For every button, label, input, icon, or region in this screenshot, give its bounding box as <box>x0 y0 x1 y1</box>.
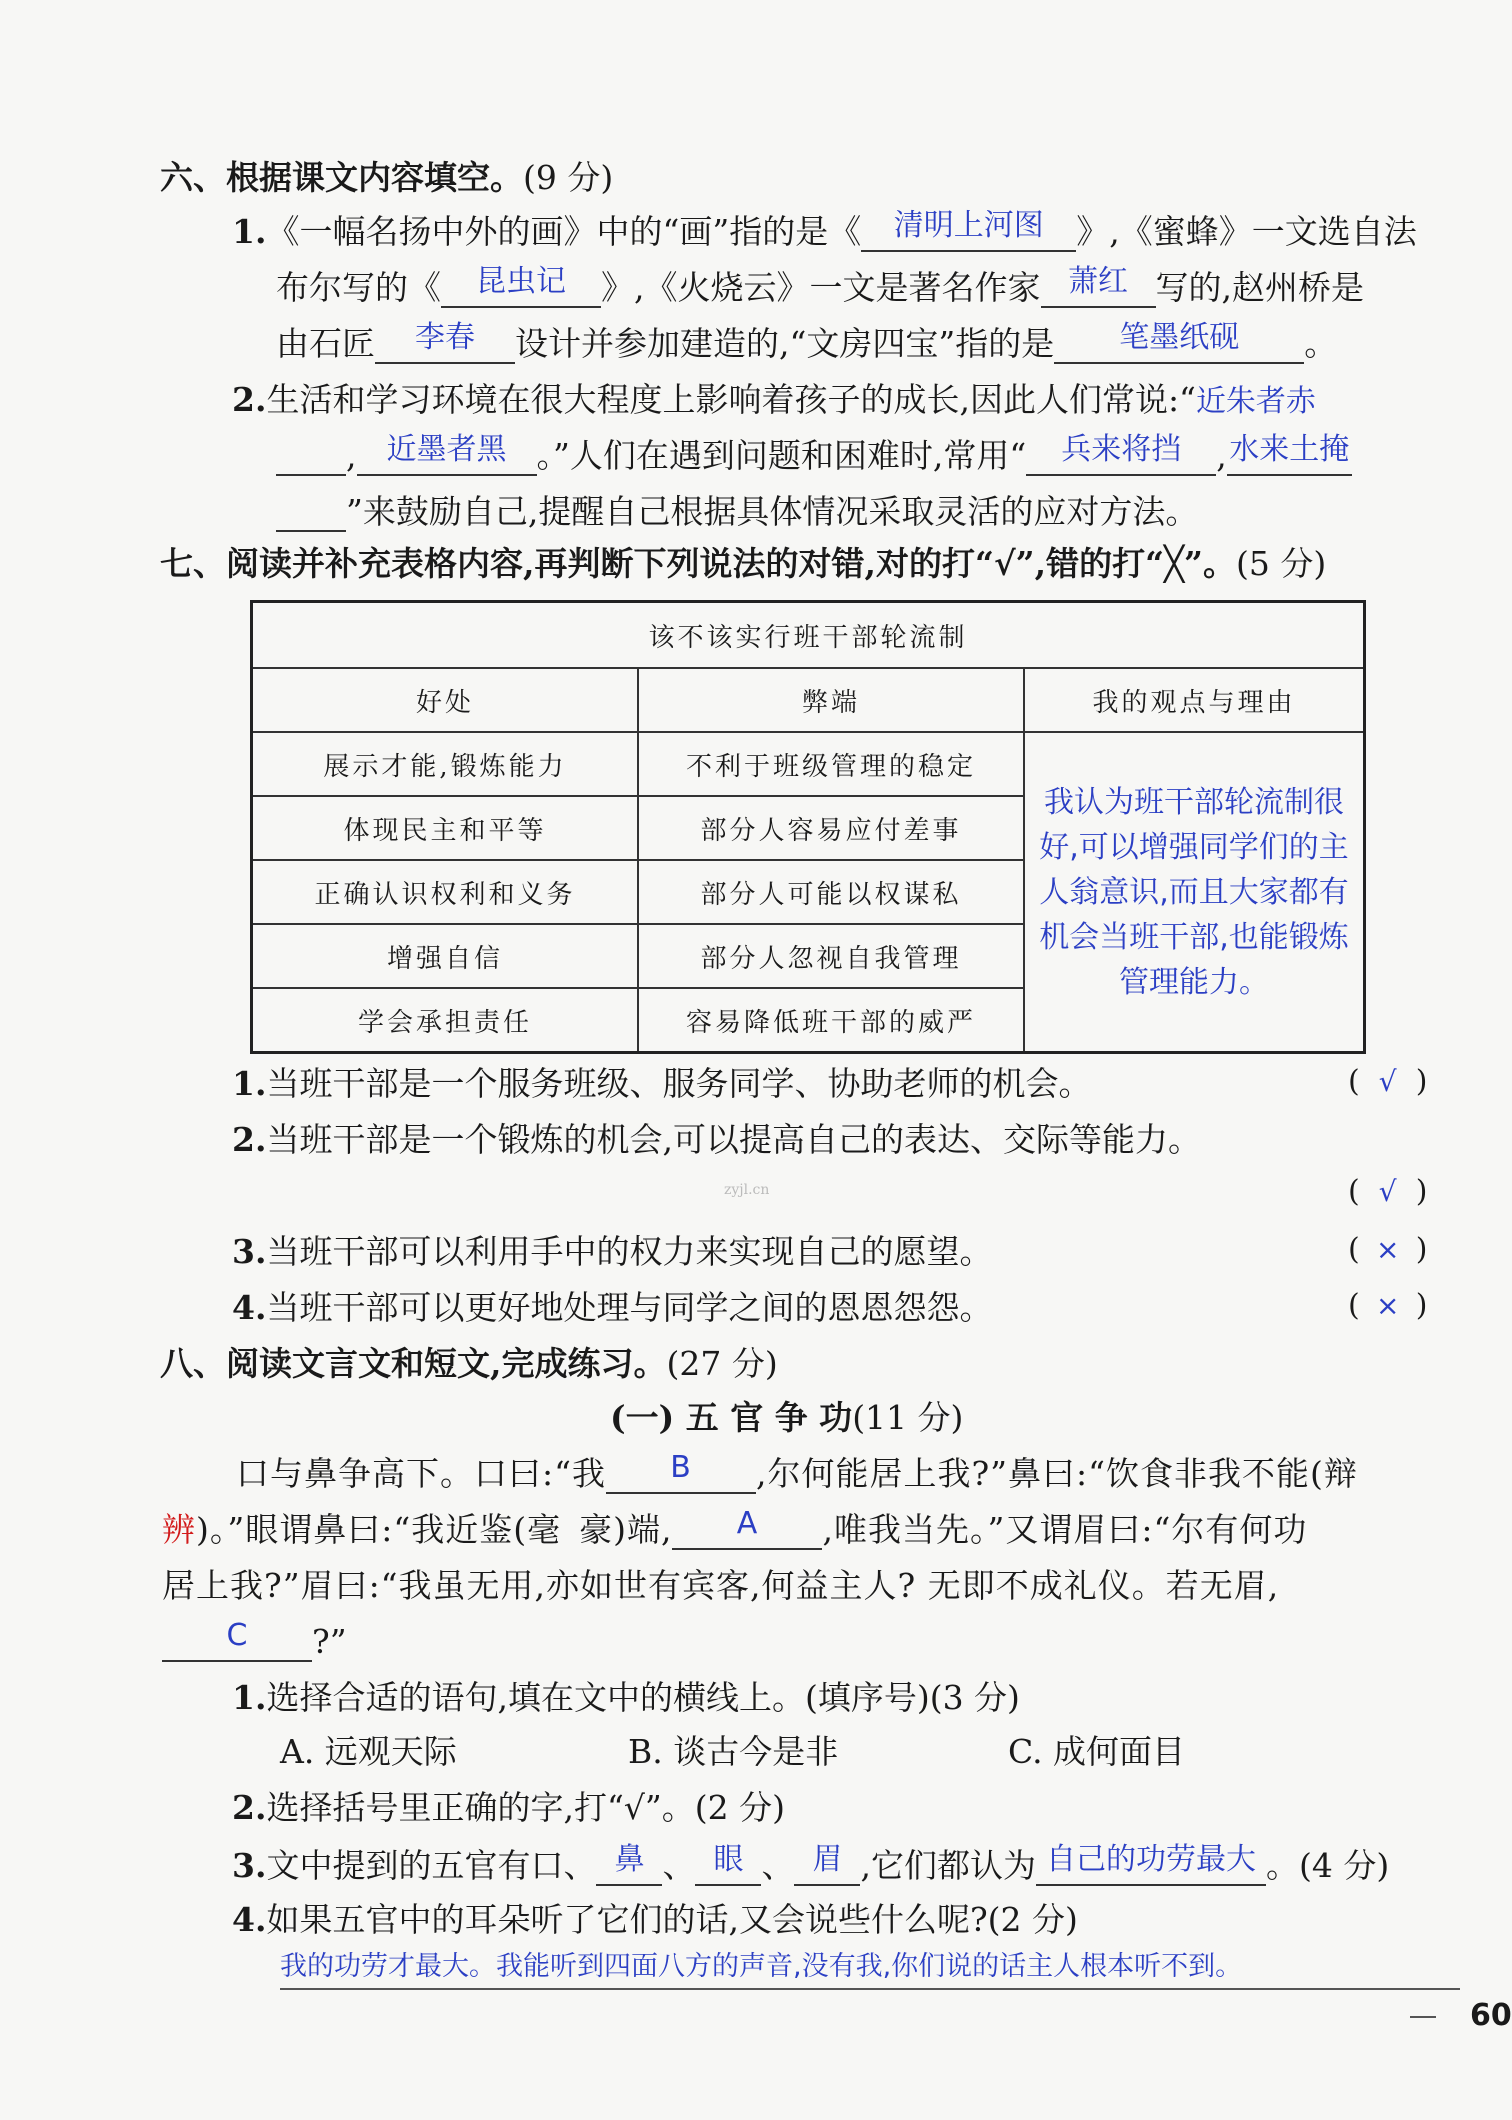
section6-title-text: 六、根据课文内容填空。 <box>160 158 523 197</box>
text: 写的,赵州桥是 <box>1155 268 1364 307</box>
handwritten-answer: 自己的功劳最大 <box>1045 1842 1256 1877</box>
text: 居上我?”眉曰:“我虽无用,亦如世有宾客,何益主人? 无即不成礼仪。若无眉, <box>162 1566 1280 1605</box>
option-a: A. 远观天际 <box>280 1732 457 1771</box>
text: 《一幅名扬中外的画》中的“画”指的是《 <box>266 212 862 251</box>
text: ,它们都认为 <box>860 1846 1036 1885</box>
table-header: 好处 <box>252 668 639 732</box>
text: 》,《蜜蜂》一文选自法 <box>1076 212 1417 251</box>
table-cell: 展示才能,锻炼能力 <box>252 732 639 796</box>
text: 口与鼻争高下。口曰:“我 <box>236 1454 606 1493</box>
table-title: 该不该实行班干部轮流制 <box>252 602 1365 669</box>
judgment-2-bracket: ( √ ) <box>1348 1174 1428 1209</box>
answer-blank <box>1036 1842 1266 1886</box>
text: 设计并参加建造的,“文房四宝”指的是 <box>515 324 1055 363</box>
section8-score: (27 分) <box>666 1344 778 1383</box>
answer-blank <box>794 1842 860 1886</box>
text: 当班干部可以利用手中的权力来实现自己的愿望。 <box>266 1232 993 1271</box>
text: 、 <box>761 1846 795 1885</box>
handwritten-answer: 鼻 <box>614 1842 645 1877</box>
judgment-1 <box>232 1064 1091 1104</box>
option-b: B. 谈古今是非 <box>628 1732 839 1771</box>
text: 、 <box>662 1846 696 1885</box>
s8-q1 <box>232 1678 1020 1718</box>
s8-q3 <box>232 1842 1390 1886</box>
question-number: 3. <box>232 1232 267 1271</box>
handwritten-answer: A <box>736 1506 759 1541</box>
answer-blank <box>276 494 346 532</box>
judgment-3-bracket: ( × ) <box>1348 1232 1428 1267</box>
table-cell: 学会承担责任 <box>252 988 639 1053</box>
page-dash <box>1410 2016 1436 2018</box>
table-header: 弊端 <box>638 668 1024 732</box>
answer-blank <box>375 320 515 364</box>
answer-blank <box>695 1842 761 1886</box>
text: 生活和学习环境在很大程度上影响着孩子的成长,因此人们常说:“ <box>266 380 1196 419</box>
text: 。 <box>1304 324 1338 363</box>
table-cell: 部分人容易应付差事 <box>638 796 1024 860</box>
section7-title-text: 七、阅读并补充表格内容,再判断下列说法的对错,对的打“√”,错的打“╳”。 <box>160 544 1236 583</box>
answer-blank <box>1054 320 1304 364</box>
s8-q2 <box>232 1788 785 1828</box>
text: 由石匠 <box>276 324 375 363</box>
answer-blank <box>441 264 601 308</box>
text: 文中提到的五官有口、 <box>266 1846 597 1885</box>
text: , <box>1216 436 1227 475</box>
page-number: 60 <box>1470 1998 1512 2033</box>
handwritten-answer: 昆虫记 <box>476 264 566 299</box>
table-cell: 容易降低班干部的威严 <box>638 988 1024 1053</box>
handwritten-answer: B <box>670 1450 692 1485</box>
rotation-table <box>250 600 1366 1054</box>
s8-q4 <box>232 1900 1078 1940</box>
table-cell: 正确认识权利和义务 <box>252 860 639 924</box>
handwritten-answer: 眼 <box>713 1842 744 1877</box>
subsection-title <box>610 1398 963 1438</box>
answer-blank <box>672 1506 822 1550</box>
answer-blank <box>357 432 537 476</box>
judgment-answer: × <box>1375 1233 1400 1266</box>
table-cell: 不利于班级管理的稳定 <box>638 732 1024 796</box>
handwritten-answer: 近墨者黑 <box>386 432 507 467</box>
text: 布尔写的《 <box>276 268 441 307</box>
text: 如果五官中的耳朵听了它们的话,又会说些什么呢?(2 分) <box>266 1900 1078 1939</box>
answer-blank <box>596 1842 662 1886</box>
section6-score: (9 分) <box>523 158 614 197</box>
answer-blank <box>606 1450 756 1494</box>
section7-title <box>160 544 1326 584</box>
text: 选择合适的语句,填在文中的横线上。(填序号)(3 分) <box>266 1678 1020 1717</box>
s6-q2-line3 <box>276 492 1198 532</box>
text: 。(4 分) <box>1265 1846 1390 1885</box>
passage-line1 <box>236 1450 1358 1494</box>
section7-score: (5 分) <box>1235 544 1327 583</box>
text: 当班干部可以更好地处理与同学之间的恩恩怨怨。 <box>266 1288 993 1327</box>
table-cell: 体现民主和平等 <box>252 796 639 860</box>
opinion-answer: 我认为班干部轮流制很好,可以增强同学们的主人翁意识,而且大家都有机会当班干部,也能锻炼管理能力。 <box>1024 732 1365 1053</box>
section8-title <box>160 1344 778 1384</box>
question-number: 2. <box>232 1120 267 1159</box>
s6-q1-line2 <box>276 264 1364 308</box>
text: ?” <box>312 1622 347 1661</box>
question-number: 4. <box>232 1288 267 1327</box>
judgment-2 <box>232 1120 1201 1160</box>
judgment-answer: √ <box>1378 1065 1397 1098</box>
text: 当班干部是一个服务班级、服务同学、协助老师的机会。 <box>266 1064 1092 1103</box>
text: 当班干部是一个锻炼的机会,可以提高自己的表达、交际等能力。 <box>266 1120 1201 1159</box>
text: ,尔何能居上我?”鼻曰:“饮食非我不能(辩 <box>756 1454 1358 1493</box>
question-number: 2. <box>232 380 267 419</box>
handwritten-answer: 萧红 <box>1068 264 1128 299</box>
judgment-answer: √ <box>1378 1175 1397 1208</box>
question-number: 1. <box>232 1064 267 1103</box>
answer-blank <box>162 1618 312 1662</box>
option-c: C. 成何面目 <box>1008 1732 1186 1771</box>
s6-q2-line2 <box>276 432 1352 476</box>
passage-line3 <box>162 1566 1279 1606</box>
text: 选择括号里正确的字,打“√”。(2 分) <box>266 1788 785 1827</box>
judgment-1-bracket: ( √ ) <box>1348 1064 1428 1099</box>
handwritten-answer: 眉 <box>812 1842 843 1877</box>
text: ,唯我当先。”又谓眉曰:“尔有何功 <box>822 1510 1308 1549</box>
s6-q1-line3 <box>276 320 1338 364</box>
text: )。”眼谓鼻曰:“我近鉴(毫 <box>196 1510 562 1549</box>
handwritten-answer: 笔墨纸砚 <box>1119 320 1240 355</box>
section6-title <box>160 158 613 198</box>
answer-blank <box>1026 432 1216 476</box>
text: 》,《火烧云》一文是著名作家 <box>601 268 1041 307</box>
question-number: 3. <box>232 1846 267 1885</box>
answer-blank <box>276 438 346 476</box>
judgment-4 <box>232 1288 992 1328</box>
section8-title-text: 八、阅读文言文和短文,完成练习。 <box>160 1344 667 1383</box>
subsection-title-text: (一) 五 官 争 功 <box>610 1398 853 1437</box>
checked-character: 辨 <box>162 1510 196 1549</box>
table-cell: 增强自信 <box>252 924 639 988</box>
answer-line <box>280 1988 1460 1990</box>
text: , <box>346 436 357 475</box>
passage-line4 <box>162 1618 347 1662</box>
s6-q1-line1 <box>232 208 1417 252</box>
q4-handwritten-answer: 我的功劳才最大。我能听到四面八方的声音,没有我,你们说的话主人根本听不到。 <box>280 1951 1243 1982</box>
question-number: 4. <box>232 1900 267 1939</box>
text: 豪)端, <box>579 1510 673 1549</box>
passage-line2 <box>162 1506 1308 1550</box>
handwritten-answer: 兵来将挡 <box>1061 432 1182 467</box>
table-cell: 部分人忽视自我管理 <box>638 924 1024 988</box>
handwritten-answer: 近朱者赤 <box>1195 384 1316 419</box>
question-number: 2. <box>232 1788 267 1827</box>
handwritten-answer: 清明上河图 <box>893 208 1044 243</box>
answer-blank <box>1041 264 1156 308</box>
judgment-4-bracket: ( × ) <box>1348 1288 1428 1323</box>
handwritten-answer: C <box>226 1618 248 1653</box>
handwritten-answer: 李春 <box>415 320 475 355</box>
answer-blank <box>861 208 1076 252</box>
text: ”来鼓励自己,提醒自己根据具体情况采取灵活的应对方法。 <box>346 492 1199 531</box>
table-cell: 部分人可能以权谋私 <box>638 860 1024 924</box>
handwritten-answer: 水来土掩 <box>1229 432 1350 467</box>
question-number: 1. <box>232 212 267 251</box>
judgment-3 <box>232 1232 992 1272</box>
text: 。”人们在遇到问题和困难时,常用“ <box>536 436 1027 475</box>
table-header: 我的观点与理由 <box>1024 668 1365 732</box>
judgment-answer: × <box>1375 1289 1400 1322</box>
watermark: zyjl.cn <box>724 1182 770 1198</box>
answer-blank <box>1227 432 1352 476</box>
s6-q2-line1 <box>232 380 1316 422</box>
subsection-score: (11 分) <box>852 1398 964 1437</box>
question-number: 1. <box>232 1678 267 1717</box>
